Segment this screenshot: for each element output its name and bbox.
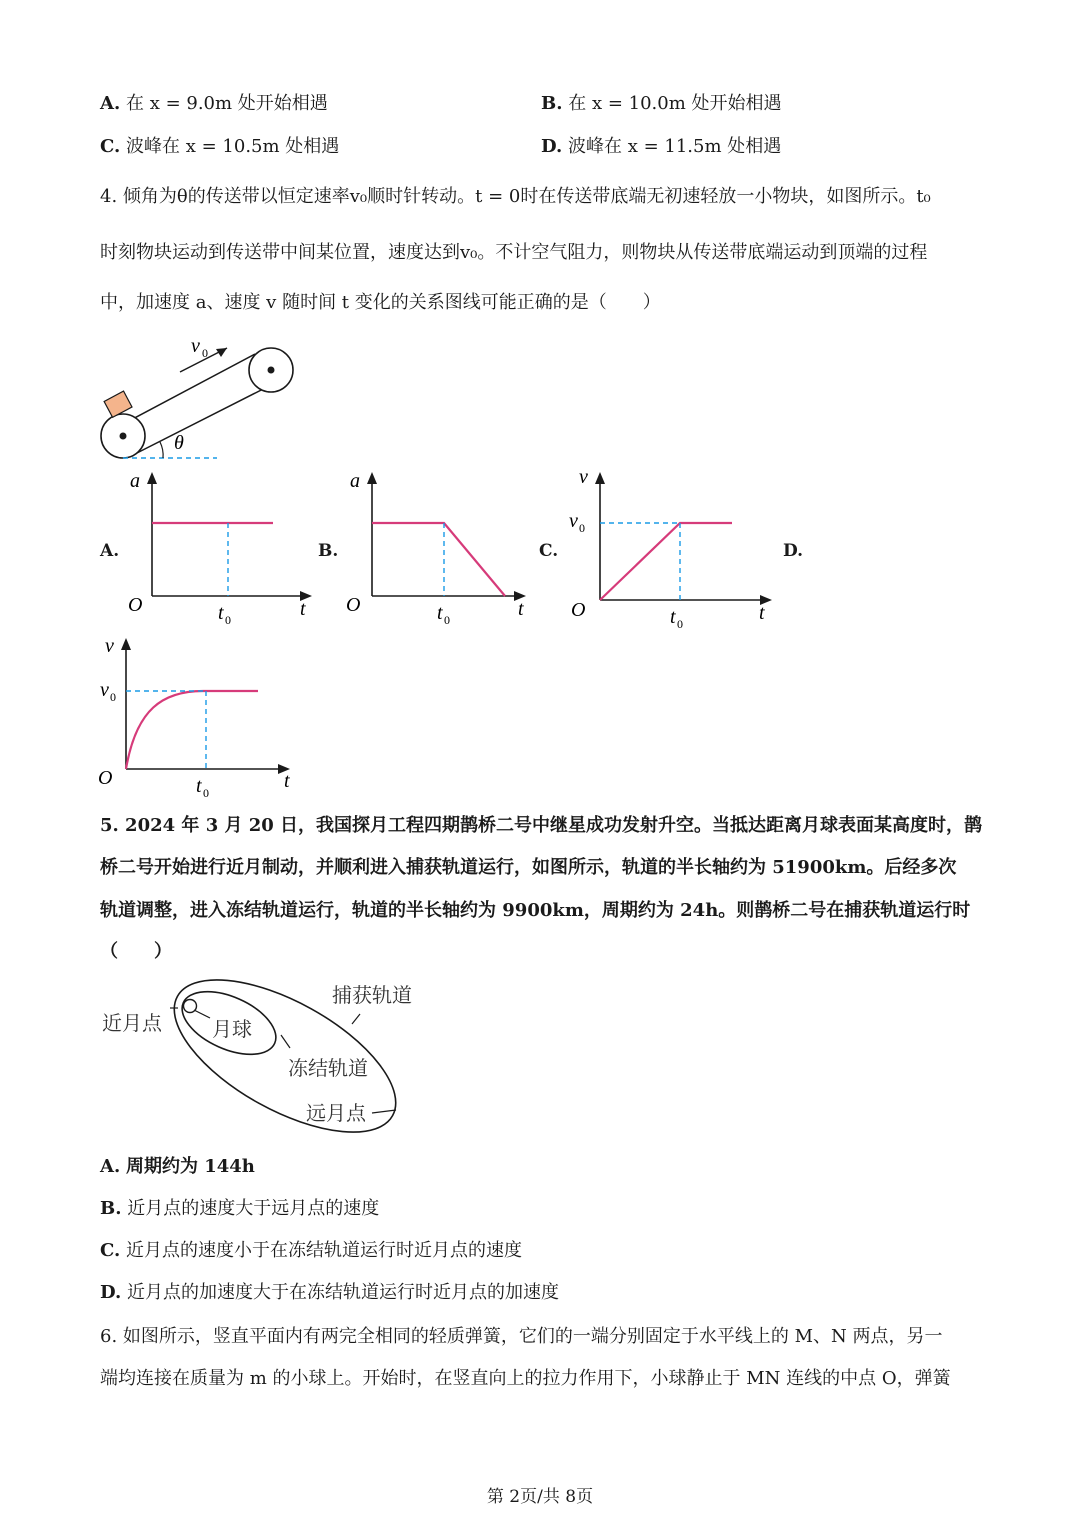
- graph-c-v0: v: [569, 510, 578, 532]
- graph-a-t0: t: [218, 602, 224, 624]
- q3-option-a: [100, 92, 328, 116]
- q5-stem-line1: 5. 2024 年 3 月 20 日，我国探月工程四期鹊桥二号中继星成功发射升空。当抵达距离月球表面某高度时，鹊: [100, 815, 983, 836]
- q5-option-a-label: A.: [100, 1156, 121, 1177]
- q4-stem-line2: 时刻物块运动到传送带中间某位置，速度达到v₀。不计空气阻力，则物块从传送带底端运动到顶端的过程: [100, 242, 928, 263]
- conveyor-belt-diagram: [95, 330, 315, 470]
- graph-b-origin: O: [346, 594, 361, 616]
- graph-d-t0: t: [196, 775, 202, 797]
- q6-stem-line2: 端均连接在质量为 m 的小球上。开始时，在竖直向上的拉力作用下，小球静止于 MN 连线的中点 O，弹簧: [100, 1368, 951, 1389]
- page-footer: 第 2页/共 8页: [486, 1487, 594, 1507]
- q3-option-c-text: 波峰在 x = 10.5m 处相遇: [126, 136, 340, 157]
- q5-option-c-text: 近月点的速度小于在冻结轨道运行时近月点的速度: [126, 1240, 523, 1261]
- q3-option-b: [541, 92, 782, 116]
- belt-velocity-sub: 0: [202, 346, 208, 360]
- q5-option-d-label: D.: [100, 1282, 122, 1303]
- graph-c-t0: t: [670, 606, 676, 628]
- graph-b: [340, 466, 540, 636]
- q3-option-b-label: B.: [541, 93, 563, 114]
- graph-c-origin: O: [571, 599, 586, 621]
- q4-stem-line3: 中，加速度 a、速度 v 随时间 t 变化的关系图线可能正确的是（ ）: [100, 292, 661, 313]
- graph-d-origin: O: [98, 767, 113, 789]
- graph-a-origin: O: [128, 594, 143, 616]
- q3-option-b-text: 在 x = 10.0m 处开始相遇: [568, 93, 782, 114]
- graph-c-curve: [600, 523, 732, 600]
- q3-option-d: [541, 135, 781, 159]
- q5-option-b-label: B.: [100, 1198, 122, 1219]
- q5-option-a-text: 周期约为 144h: [125, 1156, 255, 1177]
- graph-b-t-label: t: [518, 598, 524, 620]
- q5-stem-line4: （ ）: [100, 941, 172, 962]
- frozen-orbit-label: 冻结轨道: [288, 1058, 368, 1080]
- graph-b-t0: t: [437, 602, 443, 624]
- graph-c-t0-sub: 0: [677, 617, 683, 631]
- graph-b-t0-sub: 0: [444, 613, 450, 627]
- perilune-label: 近月点: [102, 1013, 162, 1035]
- q5-option-d-text: 近月点的加速度大于在冻结轨道运行时近月点的加速度: [126, 1282, 559, 1303]
- orbit-diagram: [98, 972, 438, 1142]
- q5-option-c-label: C.: [100, 1240, 121, 1261]
- graph-d-v0-sub: 0: [110, 690, 116, 704]
- graph-d-curve: [126, 691, 258, 769]
- graph-b-y-label: a: [350, 470, 360, 492]
- graph-a: [120, 466, 320, 636]
- q5-stem-line3: 轨道调整，进入冻结轨道运行，轨道的半长轴约为 9900km，周期约为 24h。则鹊桥二号在捕获轨道运行时: [100, 900, 971, 921]
- q3-option-a-label: A.: [100, 93, 121, 114]
- graph-c: [566, 466, 786, 636]
- q4-stem-line1: 4. 倾角为θ的传送带以恒定速率v₀顺时针转动。t = 0时在传送带底端无初速轻放一小物块，如图所示。t₀: [100, 186, 931, 207]
- q6-stem-line1: 6. 如图所示，竖直平面内有两完全相同的轻质弹簧，它们的一端分别固定于水平线上的 M、N 两点，另一: [100, 1326, 943, 1347]
- graph-b-curve: [372, 523, 505, 596]
- q4-option-a-label: A.: [100, 541, 120, 561]
- q3-option-a-text: 在 x = 9.0m 处开始相遇: [125, 93, 328, 114]
- moon-label: 月球: [212, 1019, 252, 1041]
- q3-option-c-label: C.: [100, 136, 121, 157]
- capture-orbit-label: 捕获轨道: [332, 985, 412, 1007]
- graph-d-t-label: t: [284, 770, 290, 792]
- q3-option-c: [100, 135, 339, 159]
- q5-option-c: [100, 1239, 522, 1263]
- graph-a-t0-sub: 0: [225, 613, 231, 627]
- angle-label: θ: [174, 432, 184, 454]
- graph-d: [92, 630, 312, 805]
- graph-d-y-label: v: [105, 635, 114, 657]
- q3-option-d-label: D.: [541, 136, 563, 157]
- q5-option-d: [100, 1281, 559, 1305]
- q5-option-b-text: 近月点的速度大于远月点的速度: [127, 1198, 380, 1219]
- apolune-label: 远月点: [306, 1103, 366, 1125]
- graph-c-y-label: v: [579, 466, 588, 488]
- q3-option-d-text: 波峰在 x = 11.5m 处相遇: [567, 136, 782, 157]
- q5-stem-line2: 桥二号开始进行近月制动，并顺利进入捕获轨道运行，如图所示，轨道的半长轴约为 51900km。后经多次: [100, 857, 957, 878]
- graph-c-v0-sub: 0: [579, 521, 585, 535]
- q4-option-c-label: C.: [539, 541, 559, 561]
- capture-orbit: [151, 949, 419, 1163]
- belt-velocity-label: v: [191, 335, 200, 357]
- graph-a-y-label: a: [130, 470, 140, 492]
- graph-a-t-label: t: [300, 598, 306, 620]
- small-block: [104, 391, 132, 417]
- graph-d-t0-sub: 0: [203, 786, 209, 800]
- graph-c-t-label: t: [759, 602, 765, 624]
- graph-d-v0: v: [100, 679, 109, 701]
- q5-option-a: [100, 1155, 255, 1179]
- q4-option-d-label: D.: [783, 541, 804, 561]
- q5-option-b: [100, 1197, 379, 1221]
- q4-option-b-label: B.: [318, 541, 339, 561]
